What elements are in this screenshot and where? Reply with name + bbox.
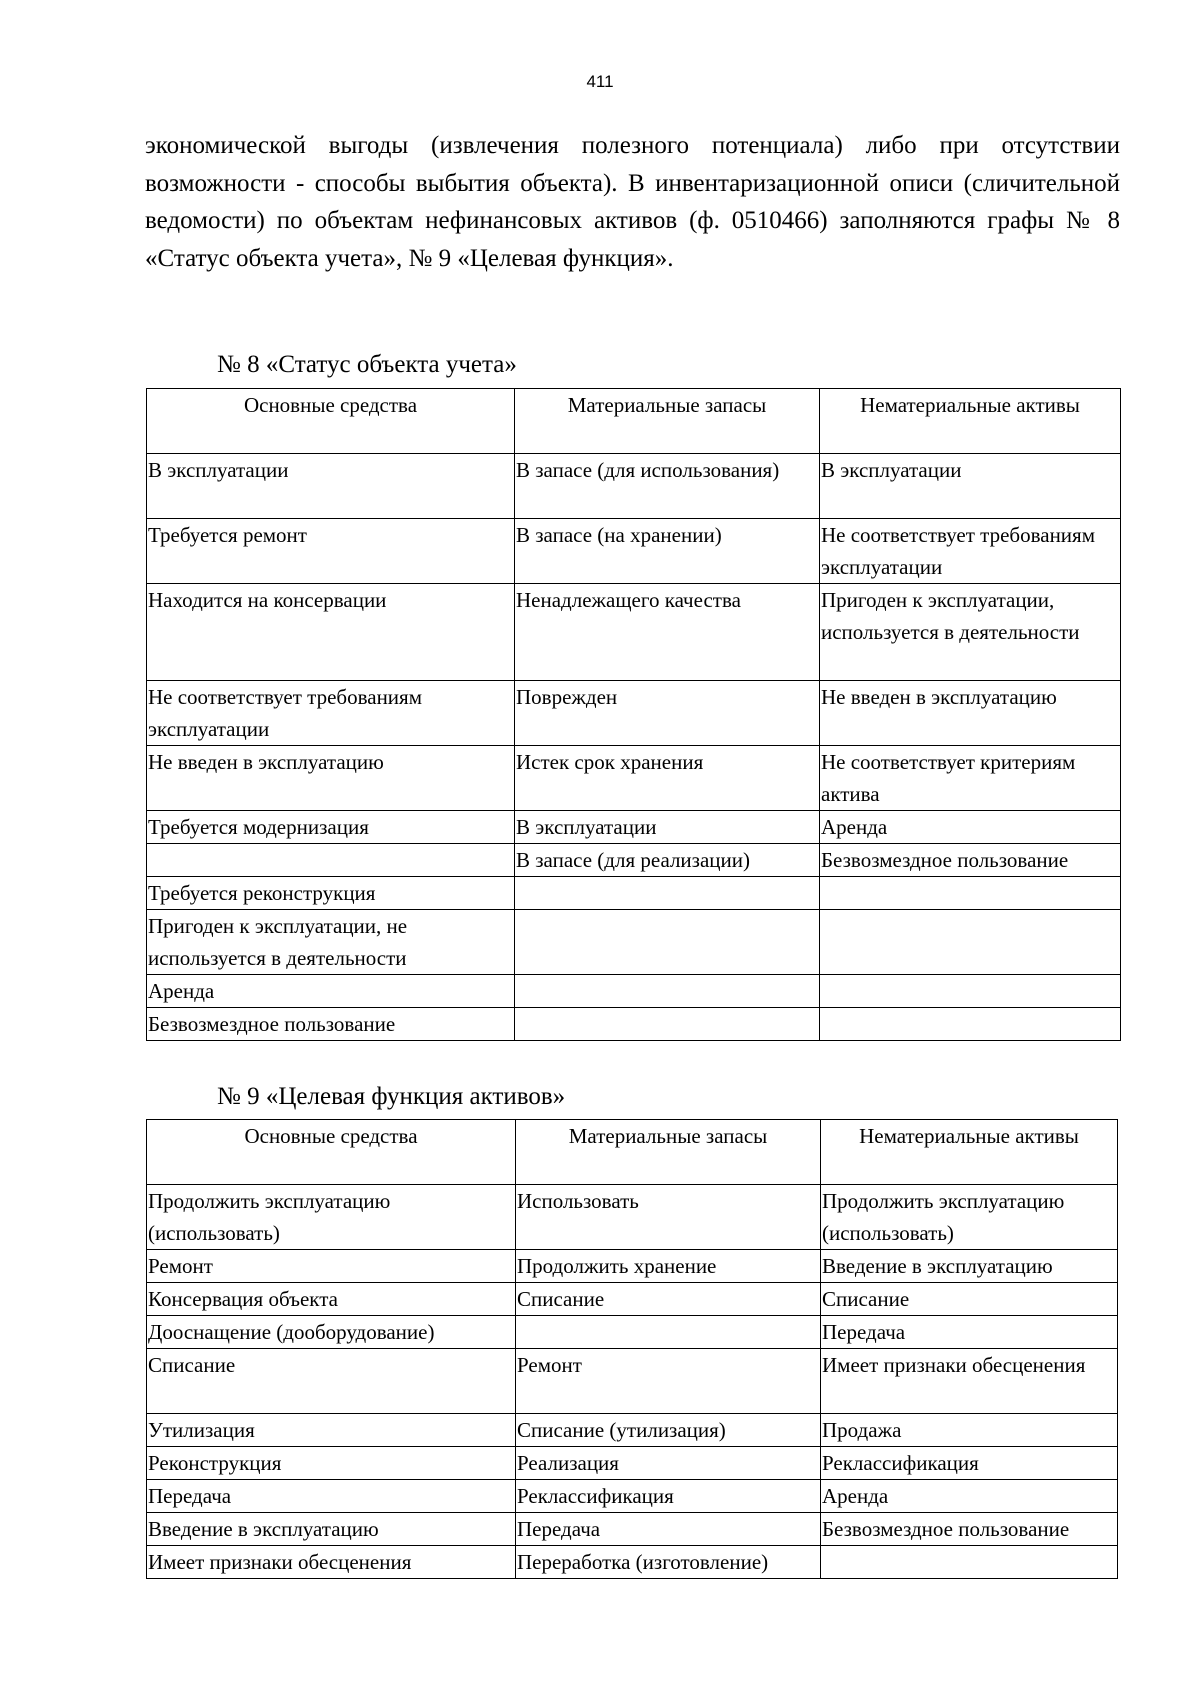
table-cell <box>821 1546 1118 1579</box>
table-row <box>147 1349 1118 1414</box>
table-cell: Аренда <box>821 1480 1118 1513</box>
table-cell: Требуется модернизация <box>147 811 515 844</box>
table-cell: Пригоден к эксплуатации, не используется в деятельности <box>147 910 515 975</box>
table-cell: Аренда <box>820 811 1121 844</box>
table-cell: Реконструкция <box>147 1447 516 1480</box>
table-cell <box>820 1008 1121 1041</box>
table-cell: Использовать <box>516 1185 821 1250</box>
table-row <box>147 1414 1118 1447</box>
table-cell: Списание <box>821 1283 1118 1316</box>
table-row <box>147 1008 1121 1041</box>
table-header-row <box>147 1120 1118 1185</box>
column-header-fixed-assets: Основные средства <box>147 389 515 454</box>
table-cell: Введение в эксплуатацию <box>821 1250 1118 1283</box>
column-header-intangible-assets: Нематериальные активы <box>820 389 1121 454</box>
table-cell <box>820 910 1121 975</box>
table-row <box>147 584 1121 681</box>
table-cell: Продолжить эксплуатацию (использовать) <box>147 1185 516 1250</box>
table-row <box>147 844 1121 877</box>
table-cell: Дооснащение (дооборудование) <box>147 1316 516 1349</box>
table-cell: Продолжить хранение <box>516 1250 821 1283</box>
table-cell: Безвозмездное пользование <box>820 844 1121 877</box>
table-cell: Продажа <box>821 1414 1118 1447</box>
table-cell: Консервация объекта <box>147 1283 516 1316</box>
table-cell: Не введен в эксплуатацию <box>147 746 515 811</box>
table-cell <box>515 975 820 1008</box>
table-row <box>147 1316 1118 1349</box>
table-row <box>147 1480 1118 1513</box>
table-row <box>147 1513 1118 1546</box>
table-cell: В эксплуатации <box>147 454 515 519</box>
table8-title: № 8 «Статус объекта учета» <box>217 351 517 378</box>
table-cell: Продолжить эксплуатацию (использовать) <box>821 1185 1118 1250</box>
table-cell: Утилизация <box>147 1414 516 1447</box>
table-row <box>147 1250 1118 1283</box>
table-cell: Безвозмездное пользование <box>147 1008 515 1041</box>
column-header-inventories: Материальные запасы <box>516 1120 821 1185</box>
table-cell: Не соответствует требованиям эксплуатации <box>147 681 515 746</box>
table-cell: Передача <box>516 1513 821 1546</box>
table-cell: В запасе (для использования) <box>515 454 820 519</box>
table-cell: Ремонт <box>147 1250 516 1283</box>
table-cell: Имеет признаки обесценения <box>821 1349 1118 1414</box>
table-cell: Не соответствует требованиям эксплуатации <box>820 519 1121 584</box>
table-cell: Реализация <box>516 1447 821 1480</box>
table-row <box>147 877 1121 910</box>
table-cell <box>515 910 820 975</box>
table-row <box>147 910 1121 975</box>
table-cell: Ремонт <box>516 1349 821 1414</box>
table-cell <box>516 1316 821 1349</box>
table-cell: В запасе (на хранении) <box>515 519 820 584</box>
table-row <box>147 454 1121 519</box>
table-cell: Истек срок хранения <box>515 746 820 811</box>
page-number: 411 <box>586 72 614 91</box>
table-cell: Поврежден <box>515 681 820 746</box>
table-row <box>147 811 1121 844</box>
table-cell <box>515 877 820 910</box>
table-cell: Не введен в эксплуатацию <box>820 681 1121 746</box>
table-row <box>147 1283 1118 1316</box>
table-cell: Списание <box>147 1349 516 1414</box>
table-cell: Реклассификация <box>516 1480 821 1513</box>
table-cell: В запасе (для реализации) <box>515 844 820 877</box>
table-cell: Переработка (изготовление) <box>516 1546 821 1579</box>
table-cell <box>820 877 1121 910</box>
table-cell: В эксплуатации <box>515 811 820 844</box>
table-cell: Пригоден к эксплуатации, используется в деятельности <box>820 584 1121 681</box>
table-row <box>147 681 1121 746</box>
column-header-fixed-assets: Основные средства <box>147 1120 516 1185</box>
table-cell: В эксплуатации <box>820 454 1121 519</box>
table-cell: Введение в эксплуатацию <box>147 1513 516 1546</box>
table-cell: Безвозмездное пользование <box>821 1513 1118 1546</box>
table-cell: Списание <box>516 1283 821 1316</box>
table-cell: Имеет признаки обесценения <box>147 1546 516 1579</box>
table-cell: Ненадлежащего качества <box>515 584 820 681</box>
table-cell: Списание (утилизация) <box>516 1414 821 1447</box>
table-row <box>147 1447 1118 1480</box>
table-row <box>147 1185 1118 1250</box>
column-header-inventories: Материальные запасы <box>515 389 820 454</box>
table-cell <box>515 1008 820 1041</box>
table-cell <box>147 844 515 877</box>
table-cell: Требуется реконструкция <box>147 877 515 910</box>
table8-status-of-object <box>146 388 1121 1041</box>
table-cell: Требуется ремонт <box>147 519 515 584</box>
table-cell <box>820 975 1121 1008</box>
table-cell: Не соответствует критериям актива <box>820 746 1121 811</box>
table-header-row <box>147 389 1121 454</box>
table-cell: Аренда <box>147 975 515 1008</box>
body-paragraph: экономической выгоды (извлечения полезного потенциала) либо при отсутствии возможности - способы выбытия объекта). В инвентаризационной описи (сличительной ведомости) по объектам нефинансовых активов (ф. 0510466) заполняются графы № 8 «Статус объекта учета», № 9 «Целевая функция». <box>145 132 1120 272</box>
table-row <box>147 746 1121 811</box>
column-header-intangible-assets: Нематериальные активы <box>821 1120 1118 1185</box>
table-cell: Передача <box>821 1316 1118 1349</box>
table-row <box>147 975 1121 1008</box>
table9-target-function <box>146 1119 1118 1579</box>
table-cell: Реклассификация <box>821 1447 1118 1480</box>
table-row <box>147 519 1121 584</box>
table-cell: Передача <box>147 1480 516 1513</box>
table9-title: № 9 «Целевая функция активов» <box>217 1083 566 1110</box>
table-row <box>147 1546 1118 1579</box>
table-cell: Находится на консервации <box>147 584 515 681</box>
